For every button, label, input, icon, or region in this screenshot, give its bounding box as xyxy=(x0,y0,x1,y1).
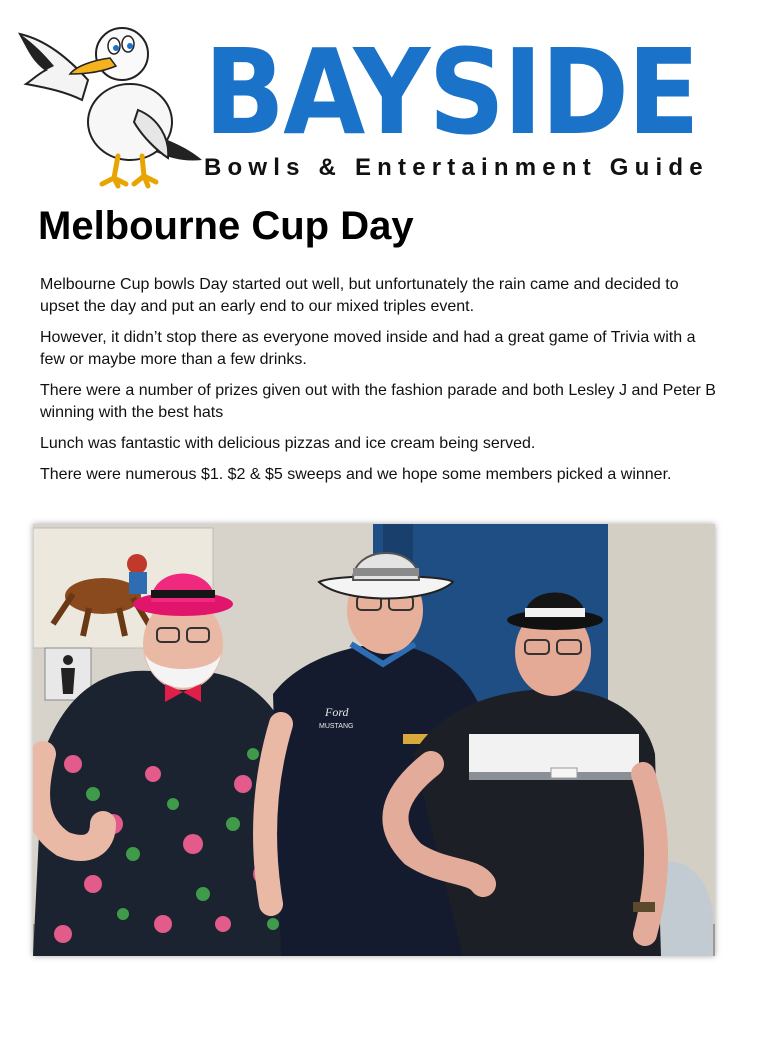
shirt-logo-text: Ford xyxy=(325,705,349,719)
article-body xyxy=(40,274,720,495)
article-paragraph: There were a number of prizes given out with the fashion parade and both Lesley J and Peter B winning with the best hats xyxy=(40,382,716,421)
article-paragraph: Lunch was fantastic with delicious pizzas and ice cream being served. xyxy=(40,435,536,452)
article-title: Melbourne Cup Day xyxy=(38,204,414,248)
event-photo xyxy=(33,524,715,956)
article-paragraph: However, it didn’t stop there as everyone moved inside and had a great game of Trivia with a few or maybe more than a few drinks. xyxy=(40,329,696,368)
article-paragraph: There were numerous $1. $2 & $5 sweeps and we hope some members picked a winner. xyxy=(40,466,672,483)
shirt-logo-subtext: MUSTANG xyxy=(319,723,354,730)
brand-logo-text: BAYSIDE xyxy=(204,23,698,161)
seagull-mascot-icon xyxy=(18,18,208,190)
brand-tagline: Bowls & Entertainment Guide xyxy=(204,154,709,181)
article-paragraph: Melbourne Cup bowls Day started out well, but unfortunately the rain came and decided to upset the day and put an early end to our mixed triples event. xyxy=(40,276,679,315)
